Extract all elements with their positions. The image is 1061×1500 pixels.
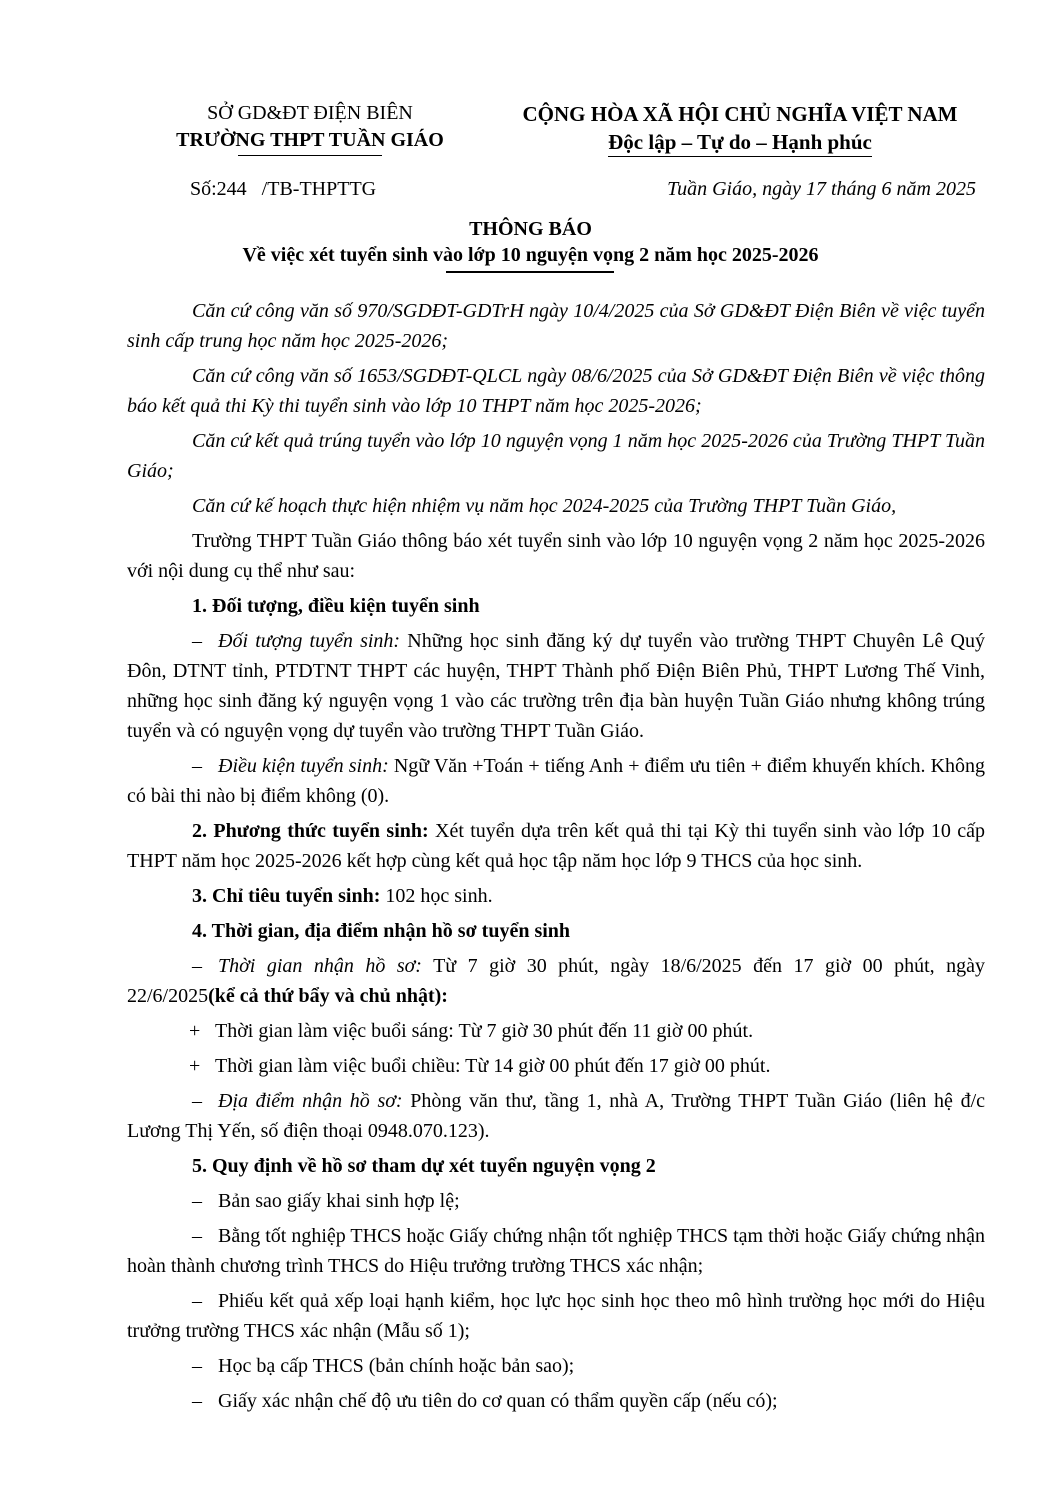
issuer-block xyxy=(150,100,470,154)
item-text: Bản sao giấy khai sinh hợp lệ; xyxy=(218,1190,460,1212)
section-5-item-2 xyxy=(127,1221,985,1281)
dash-bullet: – xyxy=(192,630,202,652)
document-subtitle: Về việc xét tuyển sinh vào lớp 10 nguyện vọng 2 năm học 2025-2026 xyxy=(242,244,819,266)
section-5-item-1 xyxy=(127,1186,985,1216)
section-5-heading: 5. Quy định về hồ sơ tham dự xét tuyển nguyện vọng 2 xyxy=(192,1155,656,1177)
section-3-heading: 3. Chỉ tiêu tuyển sinh: xyxy=(192,885,381,907)
item-text: Học bạ cấp THCS (bản chính hoặc bản sao); xyxy=(218,1355,575,1377)
dash-bullet: – xyxy=(192,1290,202,1312)
section-2-heading: 2. Phương thức tuyển sinh: xyxy=(192,820,429,842)
national-motto xyxy=(608,128,872,156)
section-3-text: 102 học sinh. xyxy=(380,885,493,907)
item-text: Phòng văn thư, tầng 1, nhà A, Trường THPT Tuần Giáo (liên hệ đ/c Lương Thị Yến, số điện thoại 0948.070.123). xyxy=(127,1090,986,1142)
dash-bullet: – xyxy=(192,1090,202,1112)
motto-text: Độc lập – Tự do – Hạnh phúc xyxy=(608,130,872,154)
document-body xyxy=(127,296,985,1421)
dash-bullet: – xyxy=(192,1190,202,1212)
section-2-text: Xét tuyển dựa trên kết quả thi tại Kỳ thi tuyển sinh vào lớp 10 cấp THPT năm học 2025-2026 kết hợp cùng kết quả học tập năm học lớp 9 THCS của học sinh. xyxy=(127,820,985,872)
item-text: Ngữ Văn +Toán + tiếng Anh + điểm ưu tiên + điểm khuyến khích. Không có bài thi nào bị điểm không (0). xyxy=(127,755,986,807)
school-underline xyxy=(238,155,382,157)
item-label: Thời gian nhận hồ sơ: xyxy=(218,955,422,977)
country-name: CỘNG HÒA XÃ HỘI CHỦ NGHĨA VIỆT NAM xyxy=(522,102,958,126)
section-5-item-3 xyxy=(127,1286,985,1346)
item-text: Bằng tốt nghiệp THCS hoặc Giấy chứng nhận tốt nghiệp THCS tạm thời hoặc Giấy chứng nhận hoàn thành chương trình THCS do Hiệu trưởng trường THCS xác nhận; xyxy=(127,1225,985,1277)
section-1-item-1 xyxy=(127,626,985,746)
dash-bullet: – xyxy=(192,955,202,977)
subtitle-rule xyxy=(446,271,614,273)
motto-underline xyxy=(608,156,872,158)
department-name: SỞ GD&ĐT ĐIỆN BIÊN xyxy=(207,102,413,124)
national-header xyxy=(500,100,980,156)
section-4-place xyxy=(127,1086,985,1146)
school-name xyxy=(176,127,444,154)
section-1-item-2 xyxy=(127,751,985,811)
preamble-3: Căn cứ kết quả trúng tuyển vào lớp 10 nguyện vọng 1 năm học 2025-2026 của Trường THPT Tuần Giáo; xyxy=(127,430,985,482)
item-text: Thời gian làm việc buổi chiều: Từ 14 giờ 00 phút đến 17 giờ 00 phút. xyxy=(215,1055,771,1077)
item-bold-text: (kể cả thứ bẩy và chủ nhật): xyxy=(208,985,448,1007)
section-4-morning xyxy=(127,1016,985,1046)
section-3 xyxy=(127,881,985,911)
section-4-heading: 4. Thời gian, địa điểm nhận hồ sơ tuyển sinh xyxy=(192,920,571,942)
item-label: Điều kiện tuyển sinh: xyxy=(218,755,389,777)
preamble-2: Căn cứ công văn số 1653/SGDĐT-QLCL ngày 08/6/2025 của Sở GD&ĐT Điện Biên về việc thông báo kết quả thi Kỳ thi tuyển sinh vào lớp 10 THPT năm học 2025-2026; xyxy=(127,365,985,417)
preamble-4: Căn cứ kế hoạch thực hiện nhiệm vụ năm học 2024-2025 của Trường THPT Tuần Giáo, xyxy=(192,495,897,517)
section-2 xyxy=(127,816,985,876)
preamble-1: Căn cứ công văn số 970/SGDĐT-GDTrH ngày 10/4/2025 của Sở GD&ĐT Điện Biên về việc tuyển sinh cấp trung học năm học 2025-2026; xyxy=(127,300,985,352)
item-label: Đối tượng tuyển sinh: xyxy=(218,630,401,652)
document-title: THÔNG BÁO xyxy=(469,218,592,240)
plus-bullet: + xyxy=(189,1055,201,1077)
dash-bullet: – xyxy=(192,1355,202,1377)
section-4-afternoon xyxy=(127,1051,985,1081)
section-4-time xyxy=(127,951,985,1011)
place-date: Tuần Giáo, ngày 17 tháng 6 năm 2025 xyxy=(667,178,976,200)
item-text: Giấy xác nhận chế độ ưu tiên do cơ quan có thẩm quyền cấp (nếu có); xyxy=(218,1390,778,1412)
plus-bullet: + xyxy=(189,1020,201,1042)
document-number: Số:244 /TB-THPTTG xyxy=(190,178,377,200)
item-text: Những học sinh đăng ký dự tuyển vào trường THPT Chuyên Lê Quý Đôn, DTNT tỉnh, PTDTNT THPT các huyện, THPT Thành phố Điện Biên Phủ, THPT Lương Thế Vinh, những học sinh đăng ký nguyện vọng 1 vào các trường trên địa bàn huyện Tuần Giáo nhưng không trúng tuyển và có nguyện vọng dự tuyển vào trường THPT Tuần Giáo. xyxy=(127,630,985,742)
item-text: Phiếu kết quả xếp loại hạnh kiểm, học lực học sinh học theo mô hình trường học mới do Hiệu trưởng trường THCS xác nhận (Mẫu số 1); xyxy=(127,1290,985,1342)
dash-bullet: – xyxy=(192,1390,202,1412)
item-text: Thời gian làm việc buổi sáng: Từ 7 giờ 30 phút đến 11 giờ 00 phút. xyxy=(215,1020,754,1042)
school-name-text: TRƯỜNG THPT TUẦN GIÁO xyxy=(176,129,444,151)
intro-paragraph: Trường THPT Tuần Giáo thông báo xét tuyển sinh vào lớp 10 nguyện vọng 2 năm học 2025-2026 với nội dung cụ thể như sau: xyxy=(127,530,985,582)
section-5-item-4 xyxy=(127,1351,985,1381)
item-label: Địa điểm nhận hồ sơ: xyxy=(218,1090,403,1112)
item-text: Từ 7 giờ 30 phút, ngày 18/6/2025 đến 17 giờ 00 phút, ngày 22/6/2025 xyxy=(127,955,985,1007)
dash-bullet: – xyxy=(192,755,202,777)
section-5-item-5 xyxy=(127,1386,985,1416)
dash-bullet: – xyxy=(192,1225,202,1247)
section-1-heading: 1. Đối tượng, điều kiện tuyển sinh xyxy=(192,595,480,617)
